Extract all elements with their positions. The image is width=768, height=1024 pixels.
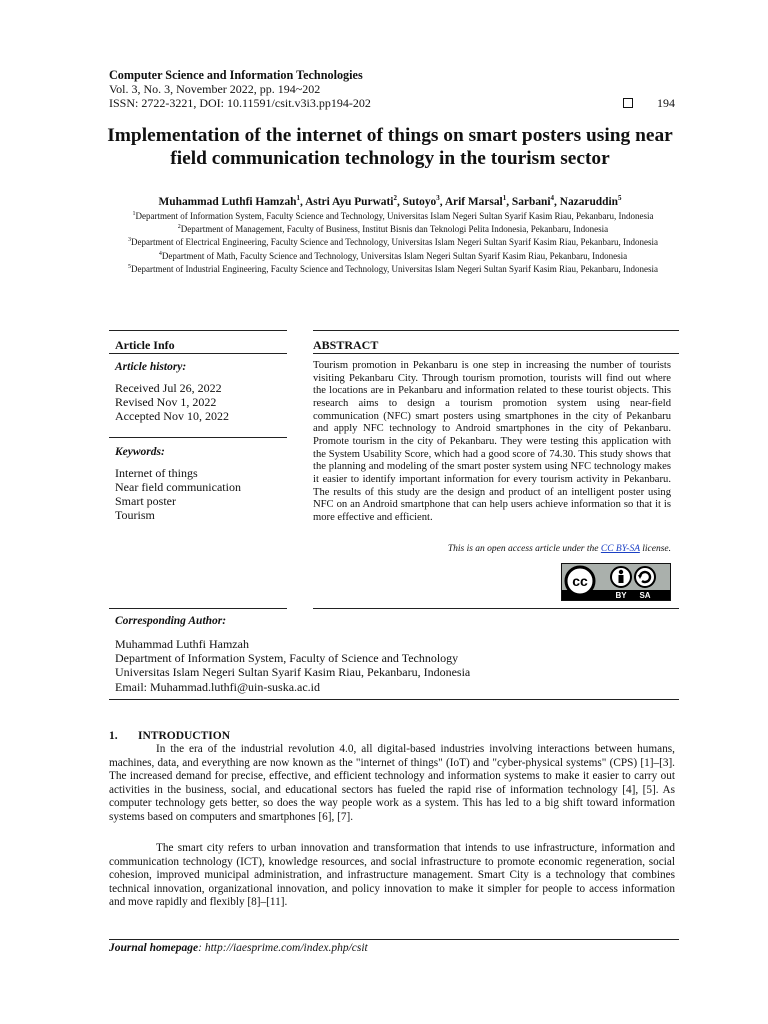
keywords-heading: Keywords: bbox=[115, 446, 165, 458]
footer-divider bbox=[109, 939, 679, 940]
affiliation-list bbox=[106, 209, 680, 275]
author-list: Muhammad Luthfi Hamzah$^1$, Astri Ayu Purwati$^2$, Sutoyo$^3$, Arif Marsal$^1$, Sarbani$^4$, Nazaruddin$^5$ bbox=[158, 194, 622, 208]
divider bbox=[313, 353, 679, 354]
page-number: 194 bbox=[657, 96, 675, 110]
received-date: Received Jul 26, 2022 bbox=[115, 381, 222, 395]
section-heading: INTRODUCTION bbox=[138, 730, 231, 742]
volume-line: Vol. 3, No. 3, November 2022, pp. 194~202 bbox=[109, 82, 321, 96]
journal-name: Computer Science and Information Technologies bbox=[109, 68, 363, 82]
author-name: Arif Marsal bbox=[444, 195, 503, 208]
corresponding-name: Muhammad Luthfi Hamzah bbox=[115, 637, 249, 651]
license-statement: This is an open access article under the CC BY-SA license. bbox=[447, 544, 671, 554]
author-name: Sutoyo bbox=[402, 195, 437, 208]
affiliation: $^5$Department of Industrial Engineering, Faculty Science and Technology, Universitas Islam Negeri Sultan Syarif Kasim Riau, Pekanbaru, Indonesia bbox=[128, 263, 658, 274]
abstract-heading: ABSTRACT bbox=[313, 338, 379, 352]
corresponding-university: Universitas Islam Negeri Sultan Syarif Kasim Riau, Pekanbaru, Indonesia bbox=[115, 665, 471, 679]
accepted-date: Accepted Nov 10, 2022 bbox=[115, 409, 229, 423]
keyword: Internet of things bbox=[115, 466, 198, 480]
keyword: Tourism bbox=[115, 508, 155, 522]
license-link[interactable]: CC BY-SA bbox=[600, 544, 640, 554]
author-aff: 1 bbox=[502, 194, 507, 202]
homepage-url[interactable]: : http://iaesprime.com/index.php/csit bbox=[198, 942, 368, 954]
affiliation: $^1$Department of Information System, Faculty Science and Technology, Universitas Islam Negeri Sultan Syarif Kasim Riau, Pekanbaru, Indonesia bbox=[132, 211, 654, 221]
author-aff: 5 bbox=[617, 194, 622, 202]
revised-date: Revised Nov 1, 2022 bbox=[115, 395, 217, 409]
divider bbox=[109, 437, 287, 438]
page-box-icon bbox=[623, 98, 633, 108]
keyword: Near field communication bbox=[115, 480, 241, 494]
author-aff: 2 bbox=[393, 194, 397, 202]
divider bbox=[109, 608, 287, 609]
paper-title: Implementation of the internet of things on smart posters using near field communication technology in the tourism sector bbox=[107, 125, 673, 169]
author-name: Astri Ayu Purwati bbox=[305, 195, 394, 208]
intro-paragraph: In the era of the industrial revolution 4.0, all digital-based industries involving interactions between humans, machines, data, and everything are now known as the "internet of things" (IoT) and "cyber-physical systems" (CPS) [1]–[3]. The increased demand for precise, effective, and efficient technology and information systems to make it easier to carry out activities in the business, social, and educational sectors has fueled the rapid rise of information technology [4], [5]. As computer technology gets better, so does the way people work as a system. This has led to a big shift toward information systems based on computers and smartphones [6], [7]. bbox=[109, 743, 675, 823]
author-name: Sarbani bbox=[511, 195, 551, 208]
article-info-heading: Article Info bbox=[115, 338, 175, 352]
issn-line: ISSN: 2722-3221, DOI: 10.11591/csit.v3i3.pp194-202 bbox=[109, 96, 371, 110]
affiliation: $^2$Department of Management, Faculty of Business, Institut Bisnis dan Teknologi Pelita Indonesia, Pekanbaru, Indonesia bbox=[177, 224, 609, 235]
journal-homepage: Journal homepage: http://iaesprime.com/index.php/csit bbox=[109, 942, 368, 954]
author-name: Nazaruddin bbox=[559, 195, 618, 208]
intro-paragraph: The smart city refers to urban innovation and transformation that intends to use infrastructure, information and communication technology (ICT), knowledge resources, and social infrastructure to promote economic regeneration, social cohesion, improved municipal administration, and infrastructure management. Smart City is a technology that combines technical innovation, organizational innovation, and policy innovation to make it simpler for people to access information and move rapidly and flexibly [8]–[11]. bbox=[109, 842, 675, 909]
by-label: BY bbox=[615, 591, 627, 600]
affiliation: $^3$Department of Electrical Engineering, Faculty Science and Technology, Universitas Islam Negeri Sultan Syarif Kasim Riau, Pekanbaru, Indonesia bbox=[128, 237, 658, 248]
affiliation: $^4$Department of Math, Faculty Science and Technology, Universitas Islam Negeri Sultan Syarif Kasim Riau, Pekanbaru, Indonesia bbox=[158, 250, 628, 261]
abstract-text: Tourism promotion in Pekanbaru is one step in increasing the number of tourists visiting Pekanbaru City. Through tourism promotion, tourists will find out where the locations are in Pekanbaru and information related to these tourist objects. This research aims to design a tourism promotion system using near-field communication (NFC) smart posters using smartphones in the city of Pekanbaru and apply NFC technology to Android smartphones in the city of Pekanbaru. Promote tourism in the city of Pekanbaru. They were testing this application with the System Usability Score, which had a good score of 74.30. This study shows that the planning and modeling of the smart poster system using NFC technology makes it easier to identify important information for every tourism activity in Pekanbaru. The results of this study are the design and product of an intelligent poster using NFC on an Android smartphone that can help users achieve information so that it is more effective and efficient. bbox=[313, 360, 671, 523]
sa-label: SA bbox=[639, 591, 651, 600]
cc-by-sa-icon[interactable] bbox=[561, 563, 671, 601]
author-aff: 4 bbox=[550, 194, 555, 202]
divider bbox=[313, 330, 679, 331]
corresponding-email[interactable]: Email: Muhammad.luthfi@uin-suska.ac.id bbox=[115, 680, 321, 694]
author-name: Muhammad Luthfi Hamzah bbox=[158, 195, 297, 208]
keyword: Smart poster bbox=[115, 494, 176, 508]
divider bbox=[109, 699, 679, 700]
article-history-heading: Article history: bbox=[115, 361, 187, 373]
author-aff: 1 bbox=[296, 194, 300, 202]
corresponding-department: Department of Information System, Faculty of Science and Technology bbox=[115, 651, 459, 665]
divider bbox=[109, 330, 287, 331]
corresponding-heading: Corresponding Author: bbox=[115, 615, 227, 627]
cc-label: cc bbox=[572, 573, 588, 589]
author-aff: 3 bbox=[436, 194, 440, 202]
divider bbox=[313, 608, 679, 609]
section-number: 1. bbox=[109, 730, 118, 742]
divider bbox=[109, 353, 287, 354]
